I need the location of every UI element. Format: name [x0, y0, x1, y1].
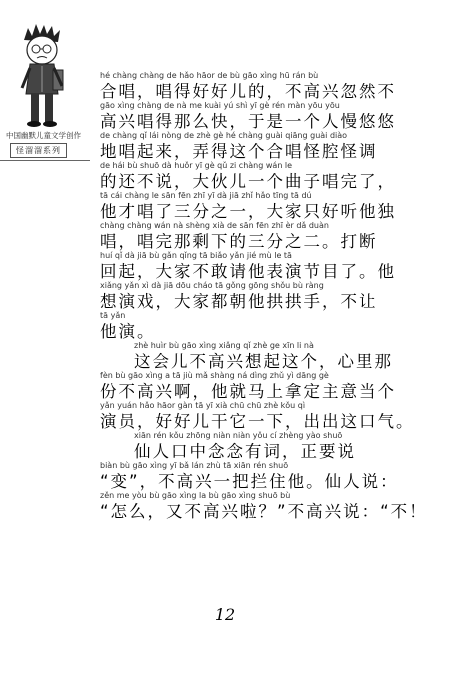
pinyin-line: gāo xìng chàng de nà me kuài yú shì yī gè rén màn yōu yōu: [100, 101, 340, 110]
text-line: [100, 190, 440, 220]
hanzi-line: 的还不说，大伙儿一个曲子唱完了，: [100, 172, 396, 191]
hanzi-line: 回起，大家不敢请他表演节目了。他: [100, 262, 396, 281]
pinyin-line: de hái bù shuō dà huǒr yī gè qǔ zi chàng wán le: [100, 161, 293, 170]
hanzi-line: “怎么，又不高兴啦？”不高兴说：“不！: [100, 502, 428, 521]
hanzi-line: 合唱，唱得好好儿的，不高兴忽然不: [100, 82, 396, 101]
page-number: 12: [214, 605, 236, 624]
series-name-box: 怪溜溜系列: [10, 143, 67, 158]
pinyin-line: zěn me yòu bù gāo xìng la bù gāo xìng shuō bù: [100, 491, 291, 500]
pinyin-line: hé chàng chàng de hǎo hāor de bù gāo xìng hū rán bù: [100, 71, 319, 80]
hanzi-line: 想演戏，大家都朝他拱拱手，不让: [100, 292, 378, 311]
series-title: 中国幽默儿童文学创作: [6, 131, 81, 140]
pinyin-line: zhè huìr bù gāo xìng xiǎng qǐ zhè ge xīn li nà: [134, 341, 314, 350]
text-line: [100, 400, 440, 430]
text-line: [100, 430, 440, 460]
hanzi-line: 仙人口中念念有词，正要说: [134, 442, 356, 461]
pinyin-line: de chàng qǐ lái nòng de zhè gè hé chàng guài qiāng guài diào: [100, 131, 348, 140]
pinyin-line: fèn bù gāo xìng a tā jiù mǎ shàng ná dìng zhǔ yì dāng gè: [100, 371, 329, 380]
text-line: [100, 490, 440, 520]
boy-illustration: [14, 22, 72, 132]
pinyin-line: xiǎng yǎn xì dà jiā dōu cháo tā gǒng gōng shǒu bù ràng: [100, 281, 324, 290]
hanzi-line: 他才唱了三分之一，大家只好听他独: [100, 202, 396, 221]
pinyin-line: chàng chàng wán nà shèng xià de sān fēn zhī èr dǎ duàn: [100, 221, 329, 230]
text-line: [100, 310, 440, 340]
text-line: [100, 130, 440, 160]
pinyin-line: tā cái chàng le sān fēn zhī yī dà jiā zhǐ hǎo tīng tā dú: [100, 191, 312, 200]
pinyin-line: tā yǎn: [100, 311, 126, 320]
hanzi-line: 份不高兴啊，他就马上拿定主意当个: [100, 382, 396, 401]
text-line: [100, 370, 440, 400]
text-line: [100, 100, 440, 130]
hanzi-line: 演员，好好儿干它一下，出出这口气。: [100, 412, 415, 431]
text-line: [100, 460, 440, 490]
text-line: [100, 340, 440, 370]
hanzi-line: 地唱起来，弄得这个合唱怪腔怪调: [100, 142, 378, 161]
sidebar-divider: [0, 160, 90, 161]
story-text: [100, 70, 440, 520]
text-line: [100, 250, 440, 280]
text-line: [100, 220, 440, 250]
pinyin-line: yǎn yuán hǎo hāor gàn tā yī xià chū chū zhè kǒu qì: [100, 401, 306, 410]
pinyin-line: biàn bù gāo xìng yī bǎ lán zhù tā xiān rén shuō: [100, 461, 289, 470]
text-line: [100, 160, 440, 190]
text-line: [100, 280, 440, 310]
hanzi-line: “变”，不高兴一把拦住他。仙人说：: [100, 472, 399, 491]
hanzi-line: 唱，唱完那剩下的三分之二。打断: [100, 232, 378, 251]
hanzi-line: 这会儿不高兴想起这个，心里那: [134, 352, 393, 371]
pinyin-line: huí qǐ dà jiā bù gǎn qǐng tā biǎo yǎn jié mù le tā: [100, 251, 292, 260]
hanzi-line: 高兴唱得那么快，于是一个人慢悠悠: [100, 112, 396, 131]
series-sidebar: [0, 0, 90, 175]
pinyin-line: xiān rén kǒu zhōng niàn niàn yǒu cí zhèng yào shuō: [134, 431, 343, 440]
text-line: [100, 70, 440, 100]
hanzi-line: 他演。: [100, 322, 156, 341]
